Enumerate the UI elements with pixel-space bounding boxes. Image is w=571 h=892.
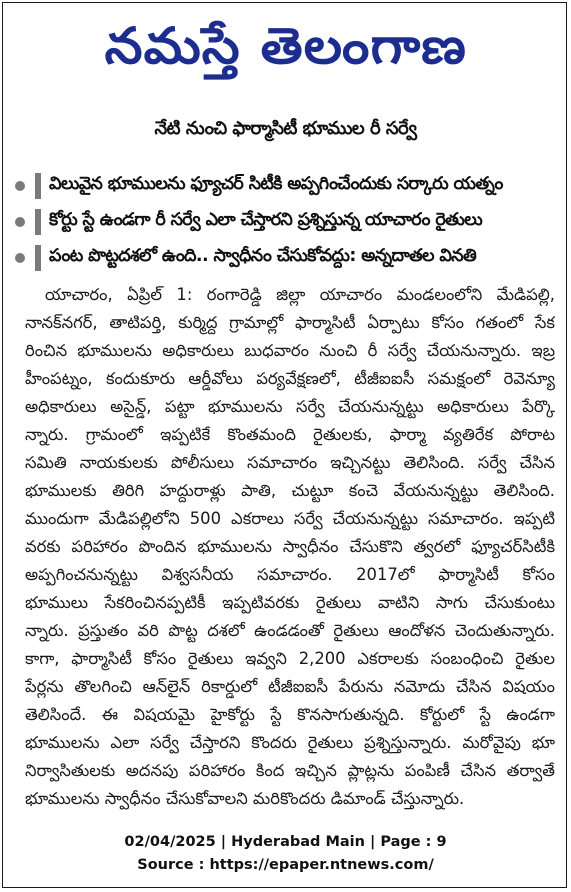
subheading-text: పంట పొట్టదశలో ఉంది.. స్వాధీనం చేసుకోవద్దు: అన్నదాతల వినతి: [49, 246, 477, 266]
article-line: అధికారులు అసైన్డ్, పట్టా భూములను సర్వే చేయనున్నట్టు అధికారులు పేర్కొ: [25, 397, 555, 416]
subheading-1: [9, 169, 563, 203]
article-line: నిర్వాసితులకు అదనపు పరిహారం కింద ఇచ్చిన ప్లాట్లను పంపిణీ చేసిన తర్వాతే: [25, 761, 555, 780]
subheading-2: [9, 205, 563, 239]
article-line: భూములను స్వాధీనం చేసుకోవాలని మరికొందరు డిమాండ్ చేస్తున్నారు.: [25, 789, 465, 808]
subheading-3: [9, 241, 563, 275]
article-headline: నేటి నుంచి ఫార్మాసిటీ భూముల రీ సర్వే: [154, 118, 417, 139]
masthead: [3, 13, 568, 79]
article-line: నానక్‌నగర్, తాటిపర్తి, కుర్మిద్ద గ్రామాల్లో ఫార్మాసిటీ ఏర్పాటు కోసం గతంలో సేక: [25, 313, 555, 332]
dateline: 02/04/2025 | Hyderabad Main | Page : 9: [124, 834, 447, 850]
article-line: తెలిసిందే. ఈ విషయమై హైకోర్టు స్టే కొనసాగుతున్నది. కోర్టులో స్టే ఉండగా: [25, 705, 555, 724]
article-line: సమితి నాయకులకు పోలీసులు సమాచారం ఇచ్చినట్టు తెలిసింది. సర్వే చేసిన: [25, 453, 555, 472]
article-line: భూములకు తిరిగి హద్దురాళ్లు పాతి, చుట్టూ కంచె వేయనున్నట్టు తెలిసింది.: [25, 481, 555, 500]
subheading-text: విలువైన భూములను ఫ్యూచర్ సిటీకి అప్పగించేందుకు సర్కారు యత్నం: [49, 174, 503, 194]
bullet-bar: [35, 245, 41, 271]
subheading-text: కోర్టు స్టే ఉండగా రీ సర్వే ఎలా చేస్తారని ప్రశ్నిస్తున్న యాచారం రైతులు: [49, 210, 483, 230]
bullet-dot-icon: [15, 181, 25, 191]
article-line: కాగా, ఫార్మాసిటీ కోసం రైతులు ఇవ్వని 2,200 ఎకరాలకు సంబంధించి రైతుల: [25, 649, 555, 668]
article-line: ముందుగా మేడిపల్లిలోని 500 ఎకరాలు సర్వే చేయనున్నట్టు సమాచారం. ఇప్పటి: [25, 509, 555, 528]
bullet-bar: [35, 173, 41, 199]
article-line: వరకు పరిహారం పొందిన భూములను స్వాధీనం చేసుకొని త్వరలో ఫ్యూచర్‌సిటీకి: [25, 537, 555, 556]
bullet-dot-icon: [15, 253, 25, 263]
bullet-dot-icon: [15, 217, 25, 227]
article-line: హీంపట్నం, కందుకూరు ఆర్డీవోలు పర్యవేక్షణలో, టీజీఐఐసీ సమక్షంలో రెవెన్యూ: [25, 369, 555, 388]
subheadings: [9, 169, 563, 277]
article-line: న్నారు. గ్రామంలో ఇప్పటికే కొంతమంది రైతులకు, ఫార్మా వ్యతిరేక పోరాట: [25, 425, 555, 444]
article-line: న్నారు. ప్రస్తుతం వరి పొట్ట దశలో ఉండడంతో రైతులు ఆందోళన చెందుతున్నారు.: [25, 621, 555, 640]
newspaper-logo: నమస్తే తెలంగాణ: [104, 17, 467, 75]
clipping-frame: [2, 2, 567, 888]
article-line: పేర్లను తొలగించి ఆన్‌లైన్ రికార్డులో టీజీఐఐసీ పేరును నమోదు చేసిన విషయం: [25, 677, 555, 696]
article-line: యాచారం, ఏప్రిల్ 1: రంగారెడ్డి జిల్లా యాచారం మండలంలోని మేడిపల్లి,: [45, 285, 555, 304]
article-line: భూములను ఎలా సర్వే చేస్తారని కొందరు రైతులు ప్రశ్నిస్తున్నారు. మరోవైపు భూ: [25, 733, 555, 752]
clipping-footer: [3, 831, 568, 877]
article-line: రించిన భూములను అధికారులు బుధవారం నుంచి రీ సర్వే చేయనున్నారు. ఇబ్ర: [25, 341, 555, 360]
article-body: [25, 281, 555, 813]
article-line: భూములు సేకరించినప్పటికీ ఇప్పటివరకు రైతులు వాటిని సాగు చేసుకుంటు: [25, 593, 555, 612]
article-line: అప్పగించనున్నట్టు విశ్వసనీయ సమాచారం. 2017లో ఫార్మాసిటీ కోసం: [25, 565, 555, 584]
bullet-bar: [35, 209, 41, 235]
source-link[interactable]: Source : https://epaper.ntnews.com/: [137, 857, 434, 873]
